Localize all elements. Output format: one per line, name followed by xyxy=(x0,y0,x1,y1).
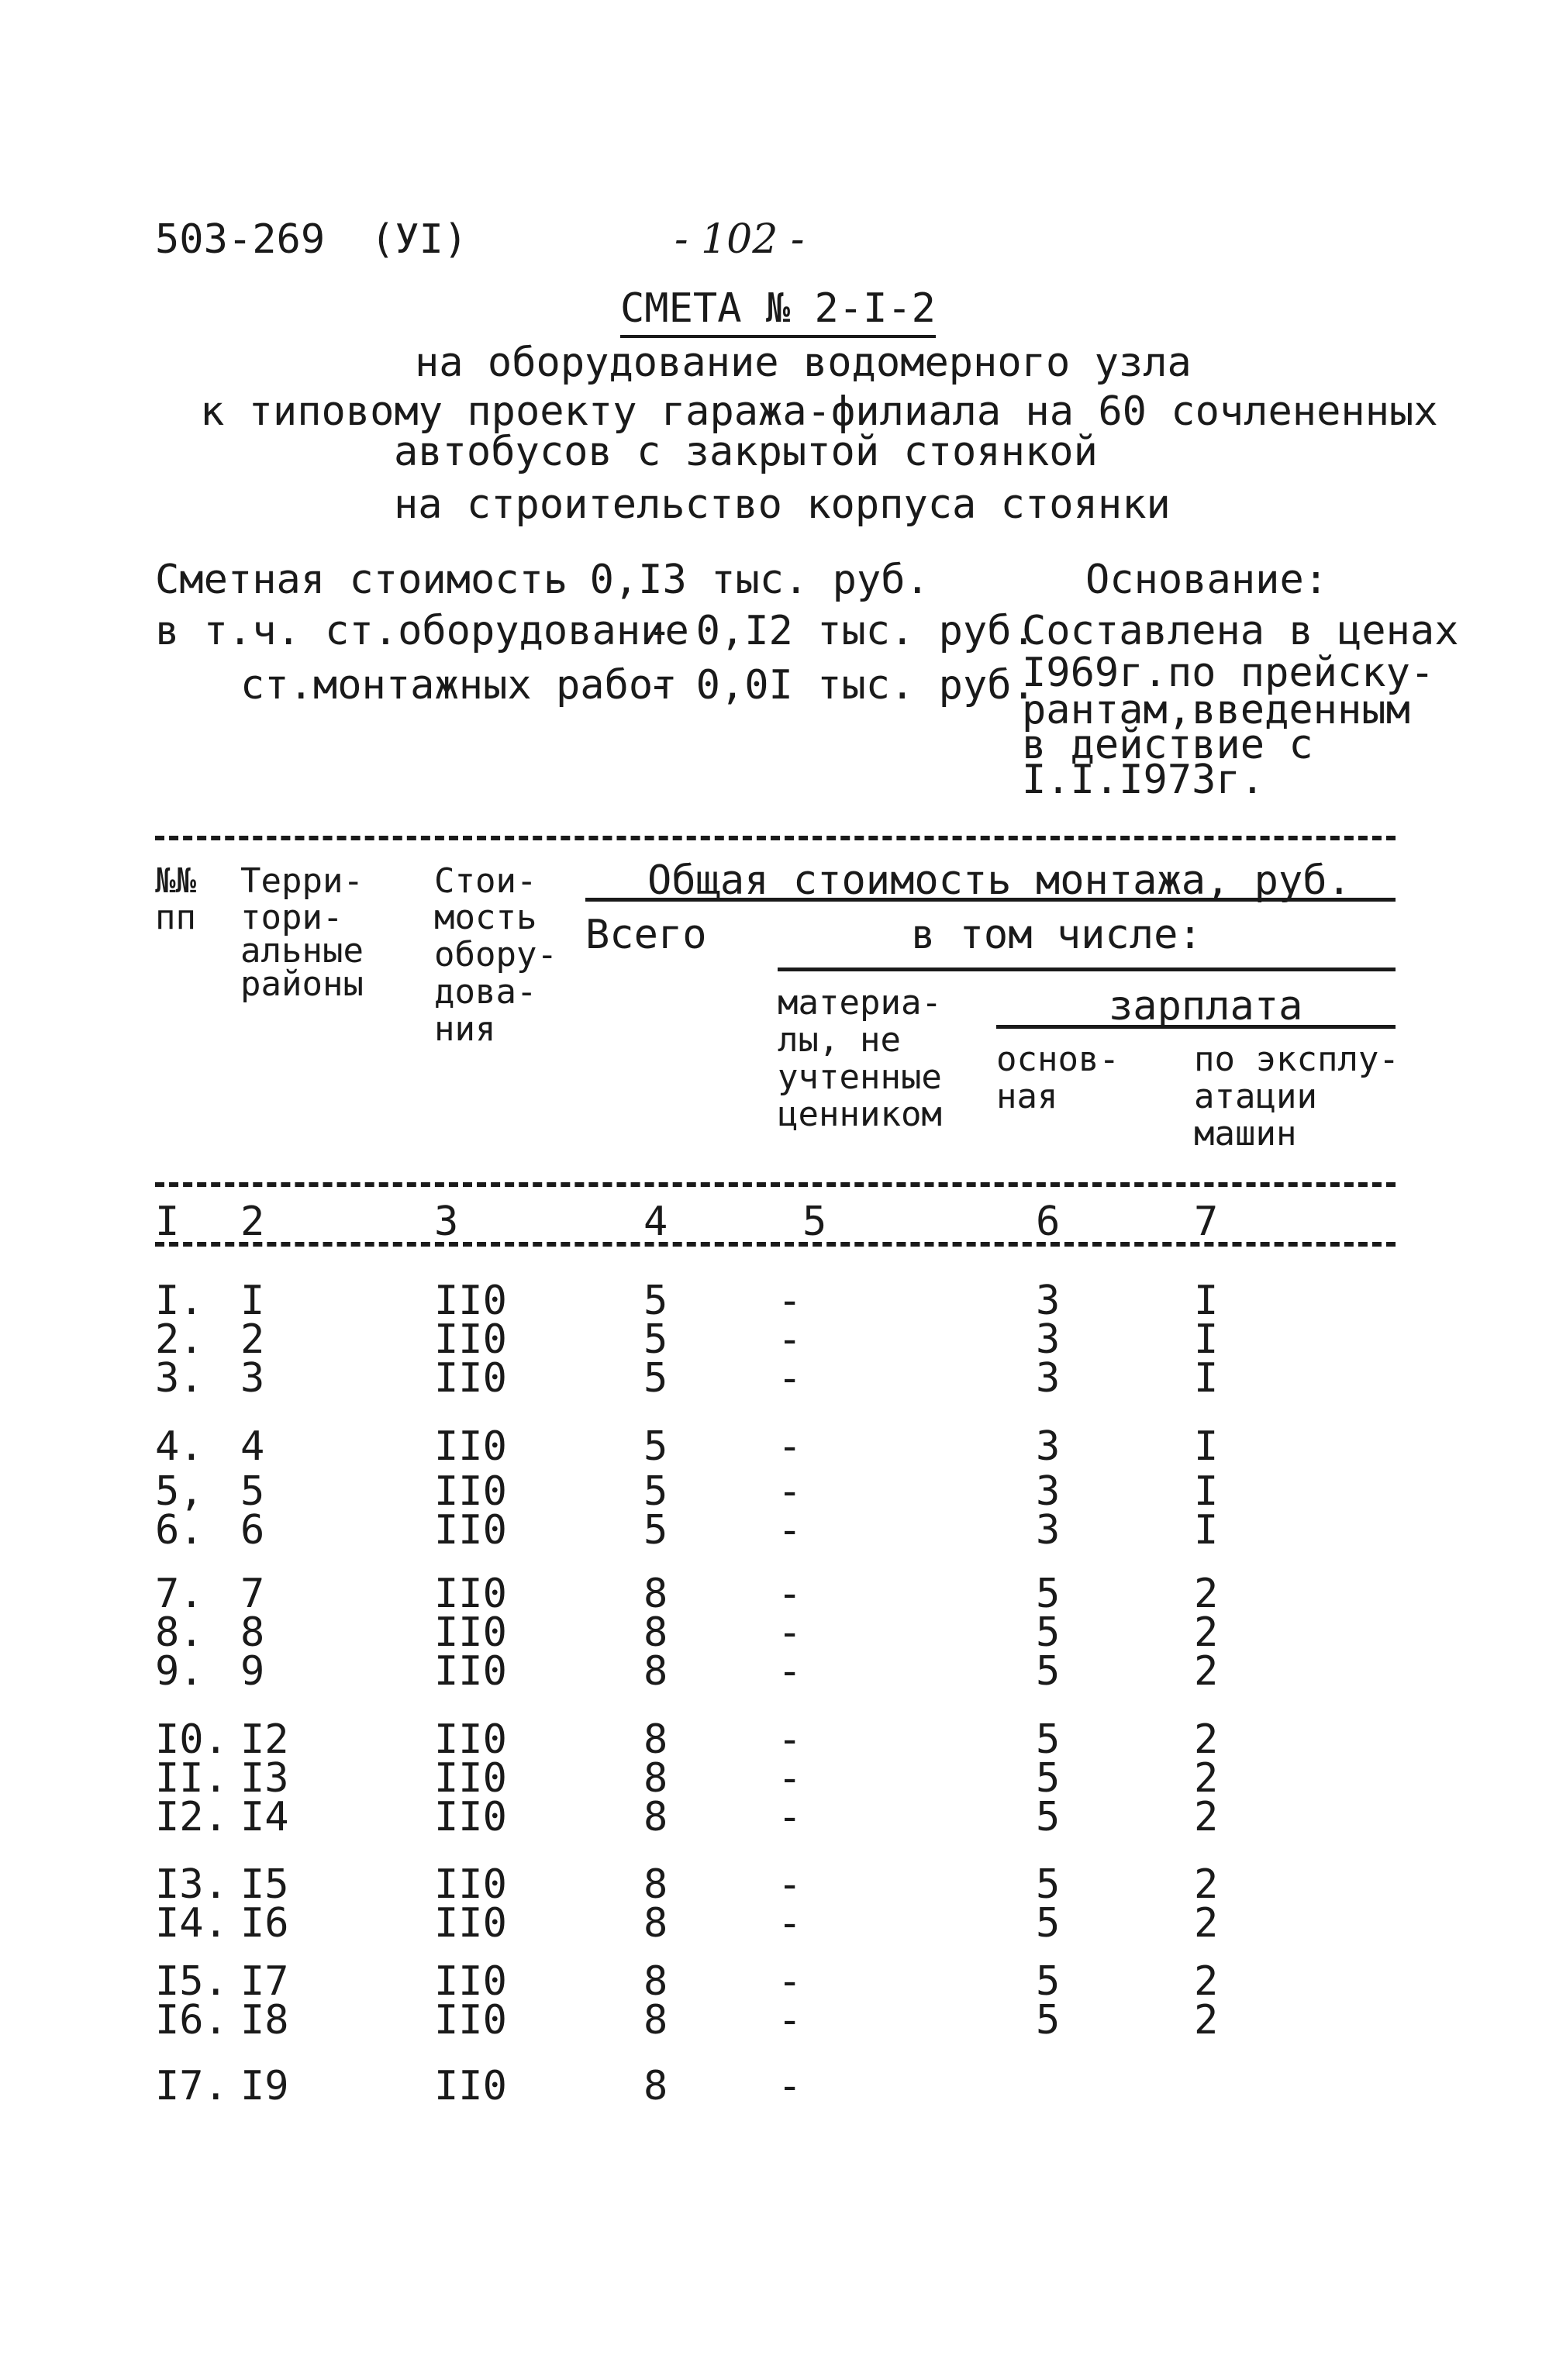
row-machine-wage: 2 xyxy=(1194,1755,1219,1802)
row-equipment-cost: II0 xyxy=(434,1316,507,1363)
table-row xyxy=(0,1648,1556,1695)
column-number: I xyxy=(155,1199,180,1245)
row-total: 8 xyxy=(643,1571,668,1617)
section-code: (УI) xyxy=(371,216,468,263)
row-materials: - xyxy=(778,1958,802,2005)
row-basic-wage: 5 xyxy=(1036,1716,1061,1763)
equipment-cost-label: в т.ч. ст.оборудование xyxy=(155,608,689,654)
table-row xyxy=(0,2063,1556,2109)
row-region: 7 xyxy=(240,1571,265,1617)
row-equipment-cost: II0 xyxy=(434,1278,507,1324)
column-number: 7 xyxy=(1194,1199,1219,1245)
row-total: 8 xyxy=(643,1648,668,1695)
document-code: 503-269 xyxy=(155,216,326,263)
row-machine-wage: I xyxy=(1194,1423,1219,1470)
equipment-cost-value: - 0,I2 тыс. руб. xyxy=(647,608,1036,654)
row-equipment-cost: II0 xyxy=(434,1571,507,1617)
column-number: 6 xyxy=(1036,1199,1061,1245)
basis-line-3: рантам,введенным xyxy=(1022,687,1410,733)
basis-line-4: в действие с xyxy=(1022,722,1313,768)
row-region: I3 xyxy=(240,1755,289,1802)
row-machine-wage: 2 xyxy=(1194,1716,1219,1763)
row-region: 5 xyxy=(240,1468,265,1515)
row-materials: - xyxy=(778,1423,802,1470)
row-basic-wage: 3 xyxy=(1036,1468,1061,1515)
table-top-rule xyxy=(155,836,1396,840)
row-equipment-cost: II0 xyxy=(434,1861,507,1908)
row-basic-wage: 5 xyxy=(1036,1755,1061,1802)
table-row xyxy=(0,1423,1556,1470)
row-total: 8 xyxy=(643,1794,668,1840)
title-line-1: на оборудование водомерного узла xyxy=(415,340,1192,386)
row-number: 4. xyxy=(155,1423,204,1470)
estimate-heading-wrap xyxy=(0,285,1556,332)
row-region: 9 xyxy=(240,1648,265,1695)
header-bottom-rule xyxy=(155,1182,1396,1187)
row-materials: - xyxy=(778,1755,802,1802)
row-equipment-cost: II0 xyxy=(434,1794,507,1840)
header-materials-3: учтенные xyxy=(778,1057,942,1097)
row-number: I. xyxy=(155,1278,204,1324)
row-equipment-cost: II0 xyxy=(434,2063,507,2109)
row-materials: - xyxy=(778,1507,802,1554)
header-machine-wage-2: атации xyxy=(1194,1077,1317,1116)
row-total: 5 xyxy=(643,1468,668,1515)
row-number: II. xyxy=(155,1755,228,1802)
header-equipment-4: дова- xyxy=(434,972,537,1012)
total-cost-value: - 0,I3 тыс. руб. xyxy=(541,557,930,603)
row-total: 8 xyxy=(643,1997,668,2044)
title-line-2: к типовому проекту гаража-филиала на 60 сочлененных xyxy=(200,388,1438,435)
row-number: 9. xyxy=(155,1648,204,1695)
row-machine-wage: I xyxy=(1194,1278,1219,1324)
row-basic-wage: 5 xyxy=(1036,1861,1061,1908)
row-machine-wage: I xyxy=(1194,1355,1219,1402)
row-equipment-cost: II0 xyxy=(434,1716,507,1763)
row-machine-wage: 2 xyxy=(1194,1609,1219,1656)
row-machine-wage: I xyxy=(1194,1316,1219,1363)
row-materials: - xyxy=(778,1997,802,2044)
table-row xyxy=(0,1997,1556,2044)
row-total: 5 xyxy=(643,1507,668,1554)
row-materials: - xyxy=(778,1794,802,1840)
header-materials-1: материа- xyxy=(778,983,942,1023)
row-region: 4 xyxy=(240,1423,265,1470)
row-equipment-cost: II0 xyxy=(434,1609,507,1656)
row-region: I5 xyxy=(240,1861,289,1908)
column-number: 5 xyxy=(802,1199,827,1245)
row-number: 5, xyxy=(155,1468,204,1515)
row-region: I6 xyxy=(240,1900,289,1947)
row-basic-wage: 5 xyxy=(1036,1958,1061,2005)
row-region: I2 xyxy=(240,1716,289,1763)
page-number: - 102 - xyxy=(674,216,805,263)
row-materials: - xyxy=(778,1355,802,1402)
row-region: 8 xyxy=(240,1609,265,1656)
row-number: 6. xyxy=(155,1507,204,1554)
row-region: I4 xyxy=(240,1794,289,1840)
row-total: 8 xyxy=(643,1716,668,1763)
row-equipment-cost: II0 xyxy=(434,1423,507,1470)
wages-underline xyxy=(996,1025,1396,1029)
row-basic-wage: 3 xyxy=(1036,1355,1061,1402)
row-total: 8 xyxy=(643,1861,668,1908)
table-row xyxy=(0,1355,1556,1402)
header-number-1: №№ xyxy=(155,861,196,901)
column-number-row xyxy=(0,1199,1556,1245)
title-line-3: автобусов с закрытой стоянкой xyxy=(394,429,1098,475)
row-materials: - xyxy=(778,2063,802,2109)
row-total: 8 xyxy=(643,1755,668,1802)
row-total: 5 xyxy=(643,1423,668,1470)
header-equipment-2: мость xyxy=(434,898,537,937)
row-machine-wage: 2 xyxy=(1194,1958,1219,2005)
row-region: I7 xyxy=(240,1958,289,2005)
including-underline xyxy=(778,968,1396,971)
row-machine-wage: 2 xyxy=(1194,1900,1219,1947)
header-territory-1: Терри- xyxy=(240,861,364,901)
basis-line-5: I.I.I973г. xyxy=(1022,757,1265,803)
column-number: 3 xyxy=(434,1199,459,1245)
row-equipment-cost: II0 xyxy=(434,1507,507,1554)
group-underline xyxy=(585,898,1396,902)
header-installation-group: Общая стоимость монтажа, руб. xyxy=(647,857,1351,904)
header-wages: зарплата xyxy=(1109,983,1303,1030)
header-basic-wage-1: основ- xyxy=(996,1040,1120,1079)
title-line-4: на строительство корпуса стоянки xyxy=(394,481,1171,528)
header-including: в том числе: xyxy=(911,912,1202,958)
table-row xyxy=(0,1507,1556,1554)
row-materials: - xyxy=(778,1900,802,1947)
row-equipment-cost: II0 xyxy=(434,1958,507,2005)
row-number: I2. xyxy=(155,1794,228,1840)
row-total: 8 xyxy=(643,2063,668,2109)
row-region: 6 xyxy=(240,1507,265,1554)
header-territory-4: районы xyxy=(240,964,364,1004)
row-basic-wage: 5 xyxy=(1036,1648,1061,1695)
row-equipment-cost: II0 xyxy=(434,1355,507,1402)
row-number: 7. xyxy=(155,1571,204,1617)
header-equipment-5: ния xyxy=(434,1009,496,1049)
row-materials: - xyxy=(778,1716,802,1763)
row-machine-wage: 2 xyxy=(1194,1861,1219,1908)
table-row xyxy=(0,1794,1556,1840)
column-number-rule xyxy=(155,1242,1396,1247)
row-equipment-cost: II0 xyxy=(434,1648,507,1695)
header-machine-wage-1: по эксплу- xyxy=(1194,1040,1399,1079)
row-materials: - xyxy=(778,1648,802,1695)
row-region: 2 xyxy=(240,1316,265,1363)
row-basic-wage: 3 xyxy=(1036,1423,1061,1470)
row-total: 8 xyxy=(643,1900,668,1947)
row-number: I5. xyxy=(155,1958,228,2005)
header-territory-3: альные xyxy=(240,931,364,971)
row-machine-wage: 2 xyxy=(1194,1794,1219,1840)
column-number: 2 xyxy=(240,1199,265,1245)
row-number: I7. xyxy=(155,2063,228,2109)
row-total: 8 xyxy=(643,1958,668,2005)
basis-line-1: Составлена в ценах xyxy=(1022,608,1459,654)
column-number: 4 xyxy=(643,1199,668,1245)
row-equipment-cost: II0 xyxy=(434,1468,507,1515)
row-materials: - xyxy=(778,1278,802,1324)
header-number-2: пп xyxy=(155,898,196,937)
basis-line-2: I969г.по прейску- xyxy=(1022,650,1435,696)
row-number: I3. xyxy=(155,1861,228,1908)
row-basic-wage: 5 xyxy=(1036,1794,1061,1840)
row-region: I xyxy=(240,1278,265,1324)
table-row xyxy=(0,1900,1556,1947)
header-materials-2: лы, не xyxy=(778,1020,901,1060)
basis-label: Основание: xyxy=(1085,557,1329,603)
row-basic-wage: 5 xyxy=(1036,1609,1061,1656)
row-number: I6. xyxy=(155,1997,228,2044)
row-basic-wage: 3 xyxy=(1036,1278,1061,1324)
row-machine-wage: I xyxy=(1194,1507,1219,1554)
header-total: Всего xyxy=(585,912,707,958)
row-number: 2. xyxy=(155,1316,204,1363)
row-total: 5 xyxy=(643,1355,668,1402)
row-materials: - xyxy=(778,1316,802,1363)
row-machine-wage: 2 xyxy=(1194,1997,1219,2044)
header-territory-2: тори- xyxy=(240,898,343,937)
row-equipment-cost: II0 xyxy=(434,1997,507,2044)
header-machine-wage-3: машин xyxy=(1194,1114,1297,1154)
header-equipment-1: Стои- xyxy=(434,861,537,901)
row-basic-wage: 5 xyxy=(1036,1997,1061,2044)
row-machine-wage: I xyxy=(1194,1468,1219,1515)
row-total: 5 xyxy=(643,1278,668,1324)
header-basic-wage-2: ная xyxy=(996,1077,1058,1116)
row-machine-wage: 2 xyxy=(1194,1571,1219,1617)
installation-cost-label: ст.монтажных работ xyxy=(240,662,678,709)
header-materials-4: ценником xyxy=(778,1095,942,1134)
row-total: 8 xyxy=(643,1609,668,1656)
row-equipment-cost: II0 xyxy=(434,1755,507,1802)
row-region: I8 xyxy=(240,1997,289,2044)
installation-cost-value: - 0,0I тыс. руб. xyxy=(647,662,1036,709)
row-materials: - xyxy=(778,1861,802,1908)
row-region: 3 xyxy=(240,1355,265,1402)
header-equipment-3: обору- xyxy=(434,935,557,974)
row-region: I9 xyxy=(240,2063,289,2109)
row-basic-wage: 3 xyxy=(1036,1316,1061,1363)
row-materials: - xyxy=(778,1609,802,1656)
row-materials: - xyxy=(778,1571,802,1617)
row-number: 3. xyxy=(155,1355,204,1402)
row-basic-wage: 3 xyxy=(1036,1507,1061,1554)
row-machine-wage: 2 xyxy=(1194,1648,1219,1695)
row-basic-wage: 5 xyxy=(1036,1571,1061,1617)
row-number: I0. xyxy=(155,1716,228,1763)
row-number: 8. xyxy=(155,1609,204,1656)
row-equipment-cost: II0 xyxy=(434,1900,507,1947)
row-materials: - xyxy=(778,1468,802,1515)
row-basic-wage: 5 xyxy=(1036,1900,1061,1947)
total-cost-label: Сметная стоимость xyxy=(155,557,568,603)
row-total: 5 xyxy=(643,1316,668,1363)
row-number: I4. xyxy=(155,1900,228,1947)
estimate-heading: СМЕТА № 2-I-2 xyxy=(620,285,936,338)
